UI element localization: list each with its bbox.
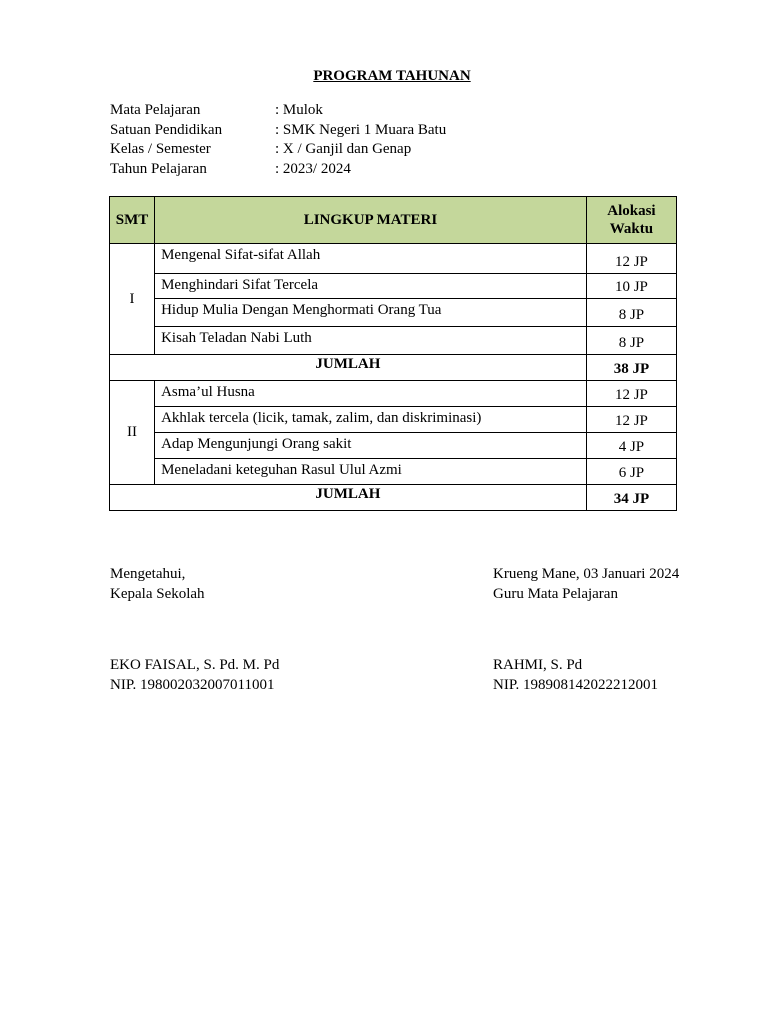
semester-cell: I xyxy=(110,244,155,355)
info-value: : SMK Negeri 1 Muara Batu xyxy=(275,121,447,138)
header-smt: SMT xyxy=(110,197,155,244)
info-label: Satuan Pendidikan xyxy=(110,121,223,138)
jumlah-value: 38 JP xyxy=(586,355,676,381)
jumlah-label: JUMLAH xyxy=(110,355,587,381)
waktu-cell: 8 JP xyxy=(586,327,676,355)
table-row xyxy=(110,327,677,355)
semester-cell: II xyxy=(110,381,155,485)
materi-cell: Menghindari Sifat Tercela xyxy=(155,274,587,299)
header-materi: LINGKUP MATERI xyxy=(155,197,587,244)
signature-left-nip: NIP. 198002032007011001 xyxy=(110,676,275,693)
signature-right-name: RAHMI, S. Pd xyxy=(493,657,583,673)
table-row xyxy=(110,274,677,299)
table-row xyxy=(110,407,677,433)
header-alokasi-line1: Alokasi xyxy=(607,203,656,219)
info-row-tahun xyxy=(110,160,446,180)
table-row xyxy=(110,381,677,407)
waktu-cell: 10 JP xyxy=(586,274,676,299)
jumlah-value: 34 JP xyxy=(586,485,676,511)
signature-right-line1: Krueng Mane, 03 Januari 2024 xyxy=(493,566,680,582)
info-label: Tahun Pelajaran xyxy=(110,160,207,177)
program-table xyxy=(109,196,677,511)
signature-right-line2: Guru Mata Pelajaran xyxy=(493,585,618,602)
document-title: PROGRAM TAHUNAN xyxy=(313,68,471,84)
header-alokasi xyxy=(586,197,676,244)
materi-cell: Meneladani keteguhan Rasul Ulul Azmi xyxy=(155,459,587,485)
materi-cell: Hidup Mulia Dengan Menghormati Orang Tua xyxy=(155,299,587,327)
table-row xyxy=(110,299,677,327)
info-value: : Mulok xyxy=(275,102,323,118)
waktu-cell: 8 JP xyxy=(586,299,676,327)
materi-cell: Adap Mengunjungi Orang sakit xyxy=(155,433,587,459)
info-row-satuan xyxy=(110,121,446,141)
materi-cell: Akhlak tercela (licik, tamak, zalim, dan diskriminasi) xyxy=(155,407,587,433)
materi-cell: Asma’ul Husna xyxy=(155,381,587,407)
signature-left-line1: Mengetahui, xyxy=(110,566,186,582)
waktu-cell: 12 JP xyxy=(586,407,676,433)
table-row xyxy=(110,433,677,459)
jumlah-label: JUMLAH xyxy=(110,485,587,511)
waktu-cell: 6 JP xyxy=(586,459,676,485)
materi-cell: Kisah Teladan Nabi Luth xyxy=(155,327,587,355)
info-block xyxy=(110,101,446,179)
info-label: Mata Pelajaran xyxy=(110,102,201,118)
jumlah-row xyxy=(110,355,677,381)
header-alokasi-line2: Waktu xyxy=(609,221,654,237)
signature-left xyxy=(110,565,279,695)
table-header-row xyxy=(110,197,677,244)
info-value: : 2023/ 2024 xyxy=(275,160,351,177)
info-row-mapel xyxy=(110,101,446,121)
info-label: Kelas / Semester xyxy=(110,141,211,157)
waktu-cell: 12 JP xyxy=(586,244,676,274)
signature-right-nip: NIP. 198908142022212001 xyxy=(493,676,659,693)
signature-left-line2: Kepala Sekolah xyxy=(110,585,205,602)
waktu-cell: 4 JP xyxy=(586,433,676,459)
jumlah-row xyxy=(110,485,677,511)
table-row xyxy=(110,244,677,274)
table-row xyxy=(110,459,677,485)
materi-cell: Mengenal Sifat-sifat Allah xyxy=(155,244,587,274)
info-value: : X / Ganjil dan Genap xyxy=(275,141,412,157)
info-row-kelas xyxy=(110,140,446,160)
waktu-cell: 12 JP xyxy=(586,381,676,407)
signature-right xyxy=(493,565,679,695)
signature-left-name: EKO FAISAL, S. Pd. M. Pd xyxy=(110,657,280,673)
